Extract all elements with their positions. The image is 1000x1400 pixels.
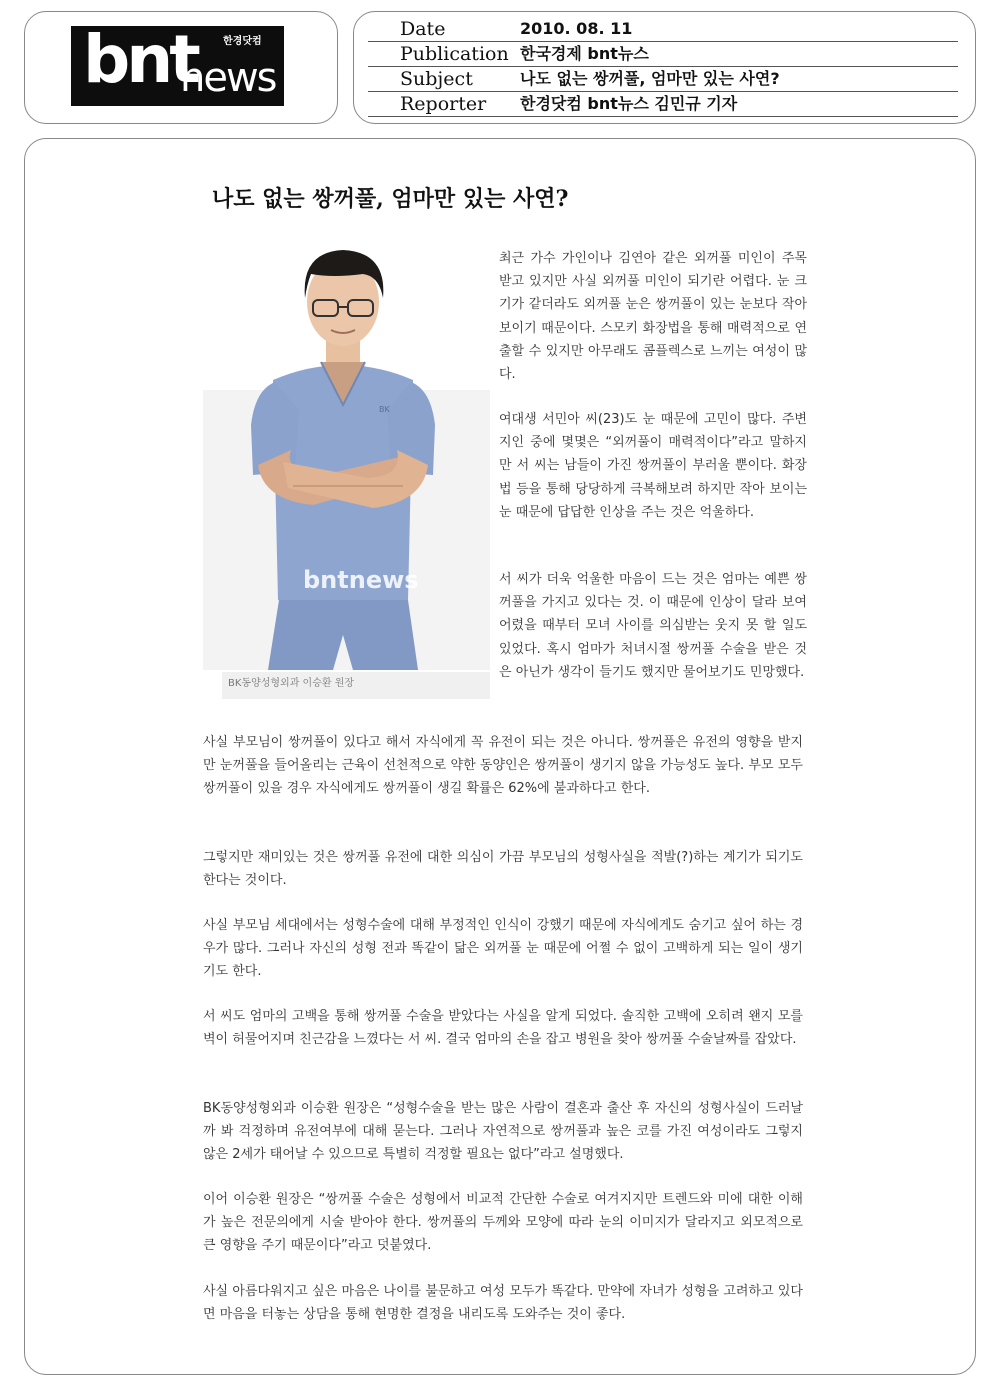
logo-panel [24, 11, 338, 124]
paragraph-9: 이어 이승환 원장은 “쌍꺼풀 수술은 성형에서 비교적 간단한 수술로 여겨지지만 트렌드와 미에 대한 이해가 높은 전문의에게 시술 받아야 한다. 쌍꺼풀의 두께와 모양에 따라 눈의 이미지가 달라지고 외모적으로 큰 영향을 주기 때문이다”라고 덧붙였다. [203, 1192, 803, 1254]
logo-bnt-text: bnt [83, 26, 197, 98]
logo-sub-text: 한경닷컴 [223, 36, 262, 47]
subject-label: Subject [400, 68, 473, 90]
scrubs-badge-text: BK [379, 405, 390, 414]
photo-caption: BK동양성형외과 이승환 원장 [228, 678, 355, 689]
article-headline: 나도 없는 쌍꺼풀, 엄마만 있는 사연? [212, 186, 569, 212]
paragraph-10: 사실 아름다워지고 싶은 마음은 나이를 불문하고 여성 모두가 똑같다. 만약에 자녀가 성형을 고려하고 있다면 마음을 터놓는 상담을 통해 현명한 결정을 내리도록 도와주는 것이 좋다. [203, 1284, 803, 1323]
meta-row-reporter [368, 92, 958, 117]
bntnews-logo [71, 26, 284, 106]
meta-row-date [368, 17, 958, 42]
reporter-label: Reporter [400, 93, 487, 115]
paragraph-6: 사실 부모님 세대에서는 성형수술에 대해 부정적인 인식이 강했기 때문에 자식에게도 숨기고 싶어 하는 경우가 많다. 그러나 자신의 성형 전과 똑같이 닮은 외꺼풀 눈 때문에 어쩔 수 없이 고백하게 되는 일이 생기기도 한다. [203, 918, 803, 980]
publication-label: Publication [400, 43, 509, 65]
paragraph-4: 사실 부모님이 쌍꺼풀이 있다고 해서 자식에게 꼭 유전이 되는 것은 아니다. 쌍꺼풀은 유전의 영향을 받지만 눈꺼풀을 들어올리는 근육이 선천적으로 약한 동양인은 쌍꺼풀이 생기지 않을 가능성도 높다. 부모 모두 쌍꺼풀이 있을 경우 자식에게도 쌍꺼풀이 생길 확률은 62%에 불과하다고 한다. [203, 735, 803, 797]
paragraph-3: 서 씨가 더욱 억울한 마음이 드는 것은 엄마는 예쁜 쌍꺼풀을 가지고 있다는 것. 이 때문에 인상이 달라 보여 어렸을 때부터 모녀 사이를 의심받는 웃지 못 할 일도 있었다. 혹시 엄마가 처녀시절 쌍꺼풀 수술을 받은 것은 아닌가 생각이 들기도 했지만 물어보기도 민망했다. [499, 572, 807, 680]
logo-news-text: news [180, 55, 276, 101]
metadata-panel [353, 11, 976, 124]
paragraph-2: 여대생 서민아 씨(23)도 눈 때문에 고민이 많다. 주변 지인 중에 몇몇은 “외꺼풀이 매력적이다”라고 말하지만 서 씨는 남들이 가진 쌍꺼풀이 부러울 뿐이다. 화장법 등을 통해 당당하게 극복해보려 하지만 작아 보이는 눈 때문에 답답한 인상을 주는 것은 억울하다. [499, 412, 807, 520]
meta-row-publication [368, 42, 958, 67]
photo-watermark: bntnews [303, 566, 419, 594]
date-value: 2010. 08. 11 [520, 19, 633, 38]
date-label: Date [400, 18, 446, 40]
paragraph-5: 그렇지만 재미있는 것은 쌍꺼풀 유전에 대한 의심이 가끔 부모님의 성형사실을 적발(?)하는 계기가 되기도 한다는 것이다. [203, 850, 803, 889]
paragraph-7: 서 씨도 엄마의 고백을 통해 쌍꺼풀 수술을 받았다는 사실을 알게 되었다. 솔직한 고백에 오히려 왠지 모를 벽이 허물어지며 친근감을 느꼈다는 서 씨. 결국 엄마의 손을 잡고 병원을 찾아 쌍꺼풀 수술날짜를 잡았다. [203, 1009, 803, 1048]
publication-value: 한국경제 bnt뉴스 [520, 44, 649, 63]
meta-row-subject [368, 67, 958, 92]
paragraph-1: 최근 가수 가인이나 김연아 같은 외꺼풀 미인이 주목 받고 있지만 사실 외꺼풀 미인이 되기란 어렵다. 눈 크기가 같더라도 외꺼풀 눈은 쌍꺼풀이 있는 눈보다 작아 보이기 때문이다. 스모키 화장법을 통해 매력적으로 연출할 수 있지만 아무래도 콤플렉스로 느끼는 여성이 많다. [499, 251, 807, 383]
paragraph-8: BK동양성형외과 이승환 원장은 “성형수술을 받는 많은 사람이 결혼과 출산 후 자신의 성형사실이 드러날까 봐 걱정하며 유전여부에 대해 묻는다. 그러나 자연적으로 쌍꺼풀과 높은 코를 가진 여성이라도 그렇지 않은 2세가 태어날 수 있으므로 특별히 걱정할 필요는 없다”라고 설명했다. [203, 1101, 803, 1163]
doctor-photo [203, 240, 490, 700]
reporter-value: 한경닷컴 bnt뉴스 김민규 기자 [520, 94, 738, 113]
subject-value: 나도 없는 쌍꺼풀, 엄마만 있는 사연? [520, 69, 780, 88]
